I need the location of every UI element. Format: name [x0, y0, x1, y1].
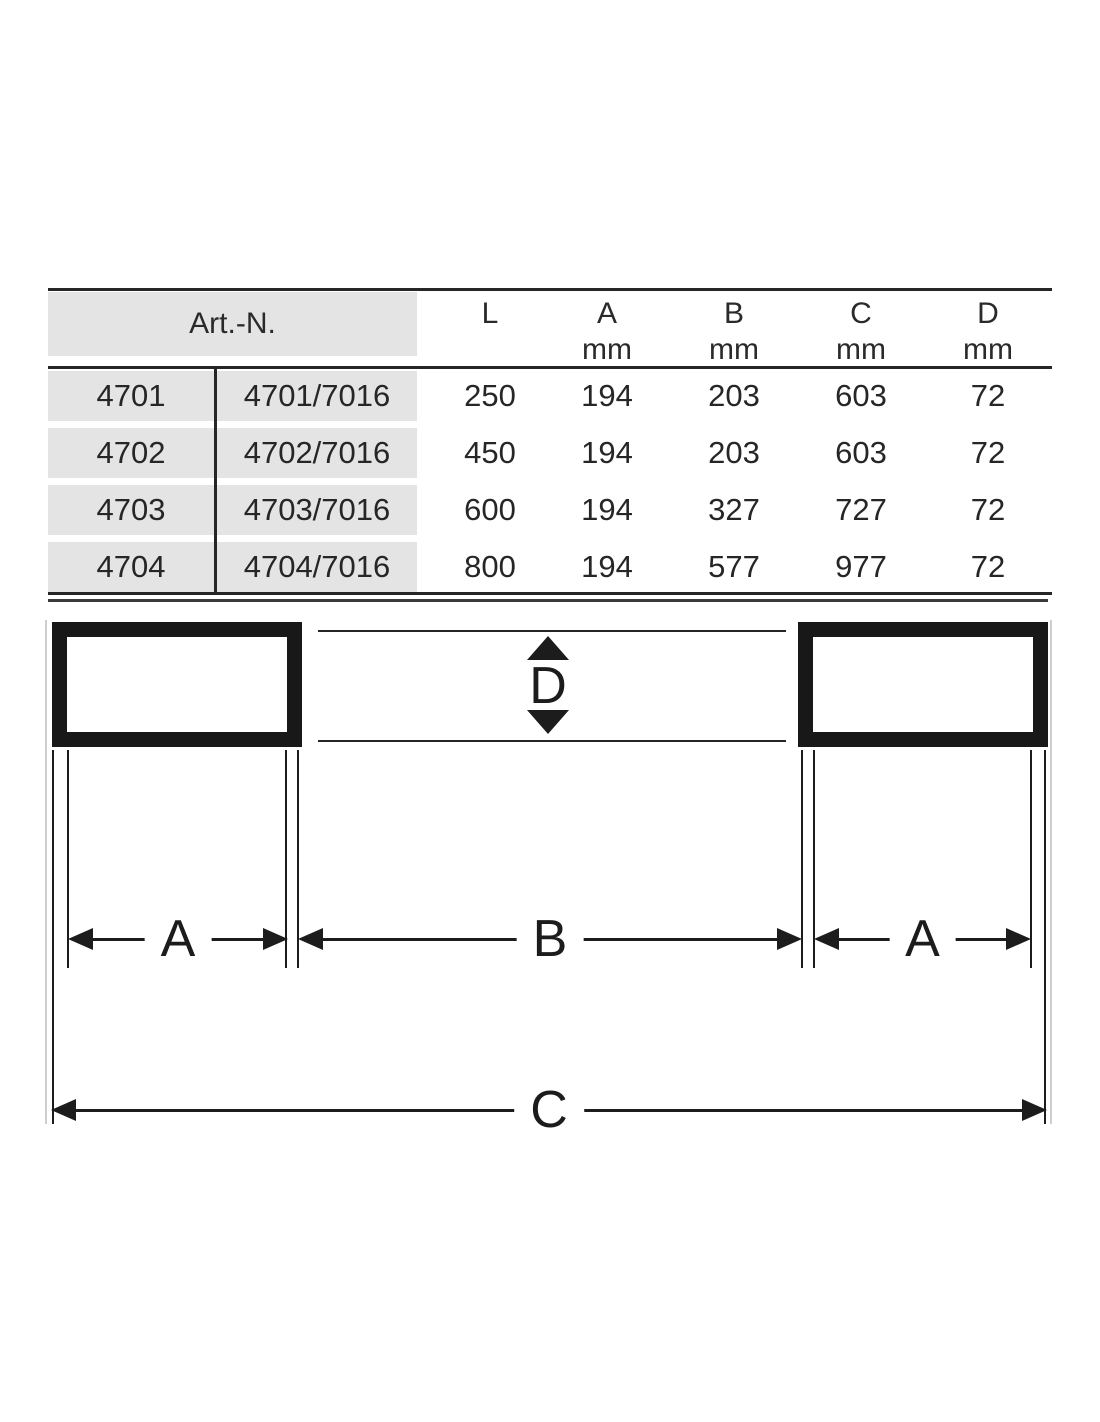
table-cell-artn-ral: 4703/7016 — [243, 492, 391, 527]
arrow-left-icon — [68, 928, 93, 950]
table-cell-d: 72 — [970, 435, 1006, 470]
table-cell-d: 72 — [970, 492, 1006, 527]
arrow-left-icon — [298, 928, 323, 950]
table-cell-artn: 4704 — [96, 549, 166, 584]
fork-pocket-right — [798, 622, 1048, 747]
table-cell-a: 194 — [581, 492, 633, 527]
col-c-unit: mm — [836, 333, 886, 366]
table-cell-artn-ral: 4701/7016 — [243, 378, 391, 413]
table-cell-l: 800 — [464, 549, 516, 584]
table-cell-artn: 4701 — [96, 378, 166, 413]
table-header-col-l — [425, 296, 555, 332]
col-b-label: B — [723, 297, 744, 330]
table-cell-d: 72 — [970, 549, 1006, 584]
col-l-label: L — [481, 297, 499, 330]
table-cell-l: 600 — [464, 492, 516, 527]
table-cell-c: 977 — [835, 549, 887, 584]
table-bottom-border — [48, 592, 1052, 595]
arrow-right-icon — [777, 928, 802, 950]
table-cell-artn-ral: 4704/7016 — [243, 549, 391, 584]
arrow-right-icon — [263, 928, 288, 950]
col-a-unit: mm — [582, 333, 632, 366]
table-cell-c: 727 — [835, 492, 887, 527]
col-d-unit: mm — [963, 333, 1013, 366]
fork-pocket-left — [52, 622, 302, 747]
table-cell-d: 72 — [970, 378, 1006, 413]
table-cell-artn-ral: 4702/7016 — [243, 435, 391, 470]
tine-bottom-line — [318, 740, 786, 742]
table-cell-artn: 4703 — [96, 492, 166, 527]
table-cell-b: 203 — [708, 435, 760, 470]
table-cell-a: 194 — [581, 549, 633, 584]
table-header-col-c — [796, 296, 926, 368]
table-cell-l: 250 — [464, 378, 516, 413]
table-header-col-a — [542, 296, 672, 368]
table-cell-c: 603 — [835, 435, 887, 470]
guide-line-right — [1050, 620, 1052, 1124]
arrow-right-icon — [1022, 1099, 1047, 1121]
guide-line-left — [45, 620, 47, 1124]
table-cell-b: 577 — [708, 549, 760, 584]
arrow-left-icon — [51, 1099, 76, 1121]
table-cell-a: 194 — [581, 435, 633, 470]
table-cell-b: 327 — [708, 492, 760, 527]
dim-a-left-label: A — [145, 913, 212, 965]
table-header-col-b — [669, 296, 799, 368]
dim-c-label: C — [514, 1084, 584, 1136]
table-cell-l: 450 — [464, 435, 516, 470]
col-b-unit: mm — [709, 333, 759, 366]
ext-line-c-right — [1044, 750, 1046, 1124]
table-cell-b: 203 — [708, 378, 760, 413]
dim-d-label: D — [529, 657, 567, 715]
table-cell-a: 194 — [581, 378, 633, 413]
col-c-label: C — [850, 297, 872, 330]
table-header-underline — [48, 366, 1052, 369]
diagram-top-line — [48, 599, 1048, 602]
tine-top-line — [318, 630, 786, 632]
table-header-col-d — [923, 296, 1053, 368]
dim-d-arrow-down-icon — [527, 710, 569, 734]
table-top-border — [48, 288, 1052, 291]
col-d-label: D — [977, 297, 999, 330]
dim-b-label: B — [517, 913, 584, 965]
table-cell-c: 603 — [835, 378, 887, 413]
dim-a-right-label: A — [889, 913, 956, 965]
table-header-art-label: Art.-N. — [189, 307, 276, 340]
table-cell-artn: 4702 — [96, 435, 166, 470]
arrow-right-icon — [1006, 928, 1031, 950]
arrow-left-icon — [814, 928, 839, 950]
col-a-label: A — [596, 297, 617, 330]
ext-line-c-left — [52, 750, 54, 1124]
